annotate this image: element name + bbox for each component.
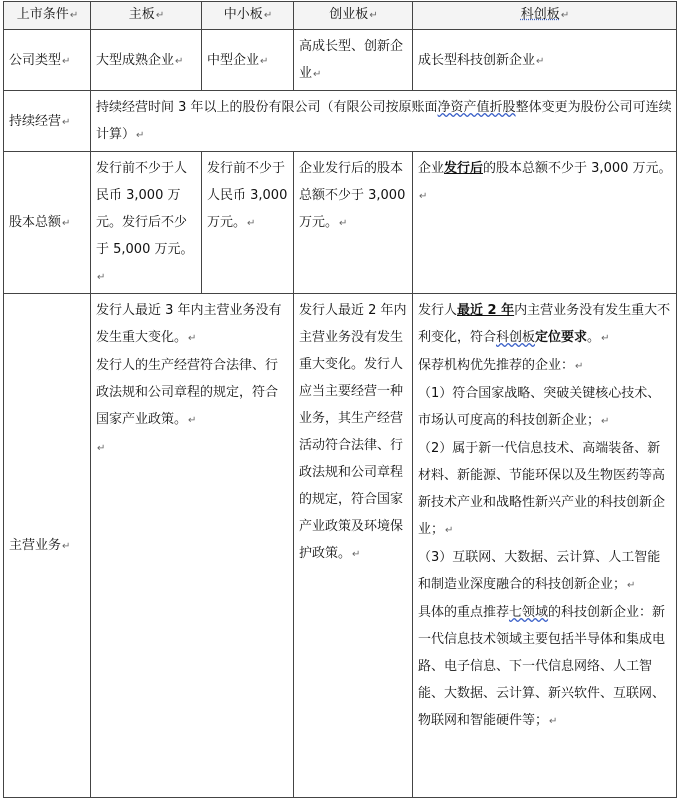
main-business-star xyxy=(413,294,677,798)
main-business-star-p4: （2）属于新一代信息技术、高端装备、新材料、新能源、节能环保以及生物医药等高新技术产业和战略性新兴产业的科技创新企业；↵ xyxy=(418,441,666,537)
main-business-main-sme xyxy=(91,294,294,798)
main-business-main-p2: 发行人的生产经营符合法律、行政法规和公司章程的规定，符合国家产业政策。↵ xyxy=(96,358,279,427)
share-capital-label: 股本总额↵ xyxy=(4,152,91,294)
going-concern-text: 持续经营时间 3 年以上的股份有限公司（有限公司按原账面净资产值折股整体变更为股份公司可连续计算）↵ xyxy=(91,91,677,152)
header-row xyxy=(4,2,677,30)
share-capital-star: 企业发行后的股本总额不少于 3,000 万元。↵ xyxy=(413,152,677,294)
listing-conditions-table xyxy=(3,1,677,798)
header-cell-conditions: 上市条件↵ xyxy=(4,2,91,30)
share-capital-sme: 发行前不少于人民币 3,000 万元。↵ xyxy=(202,152,294,294)
header-cell-star-market: 科创板↵ xyxy=(413,2,677,30)
main-business-star-p6: 具体的重点推荐七领域的科技创新企业：新一代信息技术领域主要包括半导体和集成电路、电子信息、下一代信息网络、人工智能、大数据、云计算、新兴软件、互联网、物联网和智能硬件等；↵ xyxy=(418,605,666,728)
main-business-label: 主营业务↵ xyxy=(4,294,91,798)
main-business-star-p1: 发行人最近 2 年内主营业务没有发生重大不利变化，符合科创板定位要求。↵ xyxy=(418,303,671,345)
share-capital-gem: 企业发行后的股本总额不少于 3,000 万元。↵ xyxy=(294,152,413,294)
main-business-main-p1: 发行人最近 3 年内主营业务没有发生重大变化。↵ xyxy=(96,303,282,345)
main-business-gem: 发行人最近 2 年内主营业务没有发生重大变化。发行人应当主要经营一种业务，其生产经营活动符合法律、行政法规和公司章程的规定，符合国家产业政策及环境保护政策。↵ xyxy=(294,294,413,798)
company-type-sme: 中型企业↵ xyxy=(202,30,294,91)
main-business-main-empty: ↵ xyxy=(97,443,106,454)
header-cell-sme-board: 中小板↵ xyxy=(202,2,294,30)
share-capital-main: 发行前不少于人民币 3,000 万元。发行后不少于 5,000 万元。↵ xyxy=(91,152,202,294)
going-concern-row xyxy=(4,91,677,152)
company-type-star: 成长型科技创新企业↵ xyxy=(413,30,677,91)
main-business-star-p5: （3）互联网、大数据、云计算、人工智能和制造业深度融合的科技创新企业；↵ xyxy=(418,550,661,592)
main-business-star-p3: （1）符合国家战略、突破关键核心技术、市场认可度高的科技创新企业；↵ xyxy=(418,386,661,428)
header-cell-main-board: 主板↵ xyxy=(91,2,202,30)
company-type-gem: 高成长型、创新企业↵ xyxy=(294,30,413,91)
company-type-label: 公司类型↵ xyxy=(4,30,91,91)
header-cell-gem-board: 创业板↵ xyxy=(294,2,413,30)
going-concern-label: 持续经营↵ xyxy=(4,91,91,152)
company-type-main: 大型成熟企业↵ xyxy=(91,30,202,91)
share-capital-row xyxy=(4,152,677,294)
company-type-row xyxy=(4,30,677,91)
main-business-row xyxy=(4,294,677,798)
main-business-star-p2: 保荐机构优先推荐的企业：↵ xyxy=(418,358,584,373)
